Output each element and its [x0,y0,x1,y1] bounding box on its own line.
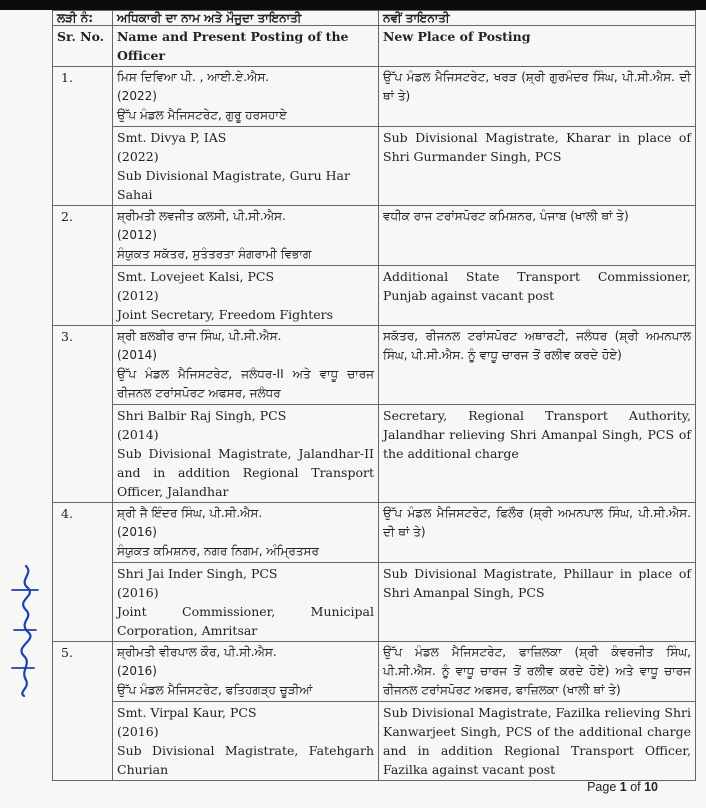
total-pages: 10 [644,780,658,794]
present-posting: Joint Secretary, Freedom Fighters [117,307,334,322]
table-row [53,563,696,642]
header-row-english [53,26,696,67]
current-page: 1 [619,780,627,794]
new-posting-punjabi: ਸਕੱਤਰ, ਰੀਜਨਲ ਟਰਾਂਸਪੋਰਟ ਅਥਾਰਟੀ, ਜਲੰਧਰ (ਸ਼੍ਰੀ ਅਮਨਪਾਲ ਸਿੰਘ, ਪੀ.ਸੀ.ਐਸ. ਨੂੰ ਵਾਧੂ ਚਾਰਜ ਤੋਂ ਰਲੀਵ ਕਰਦੇ ਹੋਏ) [379,326,696,405]
serial-number: 5. [53,642,113,781]
present-posting: ਉੱਪ ਮੰਡਲ ਮੈਜਿਸਟਰੇਟ, ਫਤਿਹਗੜ੍ਹ ਚੂੜੀਆਂ [117,683,313,697]
table-row [53,503,696,563]
present-posting: ਸੰਯੁਕਤ ਕਮਿਸ਼ਨਰ, ਨਗਰ ਨਿਗਮ, ਅੰਮ੍ਰਿਤਸਰ [117,544,319,558]
table-row [53,67,696,127]
serial-number: 3. [53,326,113,503]
new-posting-punjabi: ਵਧੀਕ ਰਾਜ ਟਰਾਂਸਪੋਰਟ ਕਮਿਸ਼ਨਰ, ਪੰਜਾਬ (ਖਾਲੀ ਥਾਂ ਤੇ) [379,206,696,266]
posting-table [52,10,696,781]
header-posting-punjabi: ਨਵੀਂ ਤਾਇਨਾਤੀ [379,11,696,26]
batch-year: (2012) [117,288,159,303]
header-new-posting: New Place of Posting [379,26,696,67]
name-line: Smt. Divya P, IAS [117,130,227,145]
header-sr-punjabi: ਲੜੀ ਨੰ: [53,11,113,26]
batch-year: (2016) [117,585,159,600]
officer-name-punjabi [113,326,379,405]
new-posting-english: Sub Divisional Magistrate, Phillaur in place of Shri Amanpal Singh, PCS [379,563,696,642]
top-border [0,0,706,10]
new-posting-punjabi: ਉੱਪ ਮੰਡਲ ਮੈਜਿਸਟਰੇਟ, ਖਰੜ (ਸ਼੍ਰੀ ਗੁਰਮੰਦਰ ਸਿੰਘ, ਪੀ.ਸੀ.ਐਸ. ਦੀ ਥਾਂ ਤੇ) [379,67,696,127]
present-posting: ਉੱਪ ਮੰਡਲ ਮੈਜਿਸਟਰੇਟ, ਗੁਰੂ ਹਰਸਹਾਏ [117,108,287,122]
present-posting: Sub Divisional Magistrate, Guru Har Sahai [117,168,350,202]
officer-name-punjabi [113,642,379,702]
table-row [53,405,696,503]
present-posting: ਸੰਯੁਕਤ ਸਕੱਤਰ, ਸੁਤੰਤਰਤਾ ਸੰਗਰਾਮੀ ਵਿਭਾਗ [117,247,312,261]
present-posting: ਉੱਪ ਮੰਡਲ ਮੈਜਿਸਟਰੇਟ, ਜਲੰਧਰ-II ਅਤੇ ਵਾਧੂ ਚਾਰਜ ਰੀਜਨਲ ਟਰਾਂਸਪੋਰਟ ਅਫਸਰ, ਜਲੰਧਰ [117,367,374,400]
batch-year: (2022) [117,89,157,103]
table-row [53,206,696,266]
name-line: ਸ਼੍ਰੀਮਤੀ ਲਵਜੀਤ ਕਲਸੀ, ਪੀ.ਸੀ.ਐਸ. [117,209,286,223]
serial-number: 1. [53,67,113,206]
present-posting: Sub Divisional Magistrate, Jalandhar-II and in addition Regional Transport Officer, Jalandhar [117,446,374,499]
officer-name-english [113,405,379,503]
batch-year: (2014) [117,427,159,442]
table-row [53,127,696,206]
handwritten-signature [4,560,44,700]
new-posting-english: Sub Divisional Magistrate, Kharar in place of Shri Gurmander Singh, PCS [379,127,696,206]
present-posting: Sub Divisional Magistrate, Fatehgarh Churian [117,743,374,777]
name-line: Smt. Lovejeet Kalsi, PCS [117,269,275,284]
name-line: Shri Balbir Raj Singh, PCS [117,408,287,423]
header-sr-no: Sr. No. [53,26,113,67]
new-posting-english: Secretary, Regional Transport Authority, Jalandhar relieving Shri Amanpal Singh, PCS of the additional charge [379,405,696,503]
header-name: Name and Present Posting of the Officer [113,26,379,67]
officer-name-english [113,702,379,781]
new-posting-punjabi: ਉੱਪ ਮੰਡਲ ਮੈਜਿਸਟਰੇਟ, ਫਾਜ਼ਿਲਕਾ (ਸ਼੍ਰੀ ਕੰਵਰਜੀਤ ਸਿੰਘ, ਪੀ.ਸੀ.ਐਸ. ਨੂੰ ਵਾਧੂ ਚਾਰਜ ਤੋਂ ਰਲੀਵ ਕਰਦੇ ਹੋਏ) ਅਤੇ ਵਾਧੂ ਚਾਰਜ ਰੀਜਨਲ ਟਰਾਂਸਪੋਰਟ ਅਫਸਰ, ਫਾਜ਼ਿਲਕਾ (ਖਾਲੀ ਥਾਂ ਤੇ) [379,642,696,702]
page-number [587,780,658,794]
page-prefix: Page [587,780,620,794]
serial-number: 2. [53,206,113,326]
table-row [53,642,696,702]
document-page [0,10,706,808]
present-posting: Joint Commissioner, Municipal Corporation, Amritsar [117,604,374,638]
header-row-punjabi [53,11,696,26]
name-line: ਸ਼੍ਰੀਮਤੀ ਵੀਰਪਾਲ ਕੌਰ, ਪੀ.ਸੀ.ਐਸ. [117,645,277,659]
name-line: ਸ਼੍ਰੀ ਬਲਬੀਰ ਰਾਜ ਸਿੰਘ, ਪੀ.ਸੀ.ਐਸ. [117,329,282,343]
batch-year: (2016) [117,724,159,739]
table-row [53,266,696,326]
serial-number: 4. [53,503,113,642]
batch-year: (2016) [117,664,157,678]
new-posting-punjabi: ਉੱਪ ਮੰਡਲ ਮੈਜਿਸਟਰੇਟ, ਫਿਲੌਰ (ਸ਼੍ਰੀ ਅਮਨਪਾਲ ਸਿੰਘ, ਪੀ.ਸੀ.ਐਸ. ਦੀ ਥਾਂ ਤੇ) [379,503,696,563]
batch-year: (2016) [117,525,157,539]
name-line: Smt. Virpal Kaur, PCS [117,705,257,720]
name-line: Shri Jai Inder Singh, PCS [117,566,278,581]
new-posting-english: Sub Divisional Magistrate, Fazilka relieving Shri Kanwarjeet Singh, PCS of the additional charge and in addition Regional Transport Officer, Fazilka against vacant post [379,702,696,781]
batch-year: (2012) [117,228,157,242]
table-row [53,326,696,405]
table-row [53,702,696,781]
batch-year: (2022) [117,149,159,164]
page-separator: of [626,780,645,794]
officer-name-punjabi [113,503,379,563]
officer-name-punjabi [113,67,379,127]
new-posting-english: Additional State Transport Commissioner, Punjab against vacant post [379,266,696,326]
header-name-punjabi: ਅਧਿਕਾਰੀ ਦਾ ਨਾਮ ਅਤੇ ਮੌਜੂਦਾ ਤਾਇਨਾਤੀ [113,11,379,26]
officer-name-english [113,266,379,326]
officer-name-english [113,563,379,642]
name-line: ਮਿਸ ਦਿਵਿਆ ਪੀ. , ਆਈ.ਏ.ਐਸ. [117,70,270,84]
batch-year: (2014) [117,348,157,362]
officer-name-english [113,127,379,206]
officer-name-punjabi [113,206,379,266]
name-line: ਸ਼੍ਰੀ ਜੈ ਇੰਦਰ ਸਿੰਘ, ਪੀ.ਸੀ.ਐਸ. [117,506,263,520]
